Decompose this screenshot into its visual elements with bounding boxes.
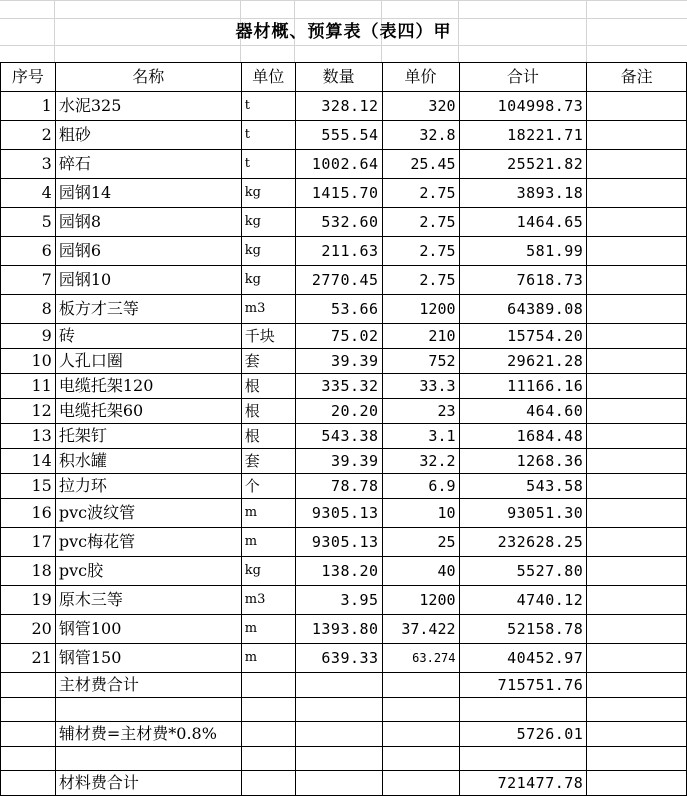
cell-quantity[interactable]: 3.95	[295, 586, 382, 615]
header-index[interactable]: 序号	[1, 63, 56, 92]
cell-remark[interactable]	[587, 499, 687, 528]
empty-cell[interactable]	[587, 673, 687, 698]
main-material-total-row-label[interactable]: 主材费合计	[55, 673, 241, 698]
cell-price[interactable]: 10	[382, 499, 459, 528]
cell-unit[interactable]: 套	[241, 349, 295, 374]
cell-index[interactable]: 7	[1, 266, 56, 295]
cell-quantity[interactable]: 1415.70	[295, 179, 382, 208]
empty-cell[interactable]	[382, 771, 459, 796]
cell-price[interactable]: 2.75	[382, 266, 459, 295]
cell-index[interactable]: 9	[1, 324, 56, 349]
cell-name[interactable]: 人孔口圈	[55, 349, 241, 374]
cell-name[interactable]: 电缆托架120	[55, 374, 241, 399]
cell-quantity[interactable]: 555.54	[295, 121, 382, 150]
cell-index[interactable]: 10	[1, 349, 56, 374]
cell-name[interactable]: 粗砂	[55, 121, 241, 150]
cell-remark[interactable]	[587, 528, 687, 557]
cell-name[interactable]: 钢管150	[55, 644, 241, 673]
cell-name[interactable]: 碎石	[55, 150, 241, 179]
cell-total[interactable]: 40452.97	[459, 644, 587, 673]
cell-unit[interactable]: 套	[241, 449, 295, 474]
cell-price[interactable]: 23	[382, 399, 459, 424]
empty-cell[interactable]	[382, 747, 459, 771]
empty-cell[interactable]	[382, 698, 459, 722]
cell-name[interactable]: 园钢8	[55, 208, 241, 237]
cell-index[interactable]: 13	[1, 424, 56, 449]
cell-quantity[interactable]: 543.38	[295, 424, 382, 449]
cell-index[interactable]: 4	[1, 179, 56, 208]
grand-total-row-label[interactable]: 材料费合计	[55, 771, 241, 796]
cell-unit[interactable]: m	[241, 615, 295, 644]
cell-total[interactable]: 7618.73	[459, 266, 587, 295]
cell-index[interactable]: 5	[1, 208, 56, 237]
empty-cell[interactable]	[1, 771, 56, 796]
cell-quantity[interactable]: 335.32	[295, 374, 382, 399]
cell-name[interactable]: 园钢6	[55, 237, 241, 266]
table-row	[1, 324, 687, 349]
cell-unit[interactable]: t	[241, 150, 295, 179]
cell-remark[interactable]	[587, 557, 687, 586]
cell-total[interactable]: 11166.16	[459, 374, 587, 399]
header-name[interactable]: 名称	[55, 63, 241, 92]
empty-cell[interactable]	[587, 722, 687, 747]
header-row	[1, 63, 687, 92]
cell-remark[interactable]	[587, 424, 687, 449]
cell-remark[interactable]	[587, 266, 687, 295]
cell-index[interactable]: 15	[1, 474, 56, 499]
cell-unit[interactable]: kg	[241, 266, 295, 295]
empty-cell[interactable]	[295, 673, 382, 698]
table-row	[1, 586, 687, 615]
empty-cell[interactable]	[295, 722, 382, 747]
table-row	[1, 557, 687, 586]
empty-cell[interactable]	[459, 698, 587, 722]
cell-remark[interactable]	[587, 615, 687, 644]
main-material-total-row	[1, 673, 687, 698]
blank-row	[1, 747, 687, 771]
aux-material-row-label[interactable]: 辅材费=主材费*0.8%	[55, 722, 241, 747]
cell-total[interactable]: 1268.36	[459, 449, 587, 474]
cell-unit[interactable]: m	[241, 644, 295, 673]
cell-quantity[interactable]: 78.78	[295, 474, 382, 499]
blank-row	[1, 698, 687, 722]
table-row	[1, 615, 687, 644]
empty-cell[interactable]	[587, 747, 687, 771]
cell-name[interactable]: 电缆托架60	[55, 399, 241, 424]
cell-index[interactable]: 12	[1, 399, 56, 424]
empty-cell[interactable]	[241, 722, 295, 747]
cell-price[interactable]: 63.274	[382, 644, 459, 673]
cell-unit[interactable]: kg	[241, 557, 295, 586]
cell-price[interactable]: 32.2	[382, 449, 459, 474]
empty-cell[interactable]	[1, 698, 56, 722]
header-remark[interactable]: 备注	[587, 63, 687, 92]
cell-remark[interactable]	[587, 92, 687, 121]
table-row	[1, 644, 687, 673]
cell-total[interactable]: 464.60	[459, 399, 587, 424]
header-price[interactable]: 单价	[382, 63, 459, 92]
cell-price[interactable]: 210	[382, 324, 459, 349]
table-row	[1, 499, 687, 528]
table-row	[1, 449, 687, 474]
cell-unit[interactable]: 个	[241, 474, 295, 499]
cell-index[interactable]: 16	[1, 499, 56, 528]
table-row	[1, 528, 687, 557]
budget-table	[0, 62, 687, 796]
cell-quantity[interactable]: 1002.64	[295, 150, 382, 179]
cell-price[interactable]: 32.8	[382, 121, 459, 150]
cell-name[interactable]: 园钢10	[55, 266, 241, 295]
cell-remark[interactable]	[587, 208, 687, 237]
table-row	[1, 474, 687, 499]
aux-material-row	[1, 722, 687, 747]
gridline	[0, 0, 687, 1]
cell-remark[interactable]	[587, 449, 687, 474]
table-row	[1, 121, 687, 150]
empty-cell[interactable]	[1, 747, 56, 771]
empty-cell[interactable]	[295, 698, 382, 722]
cell-index[interactable]: 11	[1, 374, 56, 399]
cell-total[interactable]: 543.58	[459, 474, 587, 499]
cell-quantity[interactable]: 328.12	[295, 92, 382, 121]
cell-price[interactable]: 752	[382, 349, 459, 374]
cell-total[interactable]: 1464.65	[459, 208, 587, 237]
cell-total[interactable]: 15754.20	[459, 324, 587, 349]
cell-name[interactable]: 板方才三等	[55, 295, 241, 324]
cell-name[interactable]: pvc胶	[55, 557, 241, 586]
cell-total[interactable]: 52158.78	[459, 615, 587, 644]
cell-remark[interactable]	[587, 237, 687, 266]
cell-total[interactable]: 3893.18	[459, 179, 587, 208]
cell-remark[interactable]	[587, 399, 687, 424]
table-row	[1, 179, 687, 208]
cell-quantity[interactable]: 639.33	[295, 644, 382, 673]
cell-price[interactable]: 2.75	[382, 208, 459, 237]
table-row	[1, 424, 687, 449]
cell-price[interactable]: 1200	[382, 295, 459, 324]
cell-unit[interactable]: m	[241, 528, 295, 557]
empty-cell[interactable]	[459, 747, 587, 771]
cell-remark[interactable]	[587, 150, 687, 179]
aux-material-row-value[interactable]: 5726.01	[459, 722, 587, 747]
cell-price[interactable]: 6.9	[382, 474, 459, 499]
cell-quantity[interactable]: 532.60	[295, 208, 382, 237]
cell-name[interactable]: 拉力环	[55, 474, 241, 499]
cell-quantity[interactable]: 9305.13	[295, 528, 382, 557]
cell-remark[interactable]	[587, 586, 687, 615]
cell-total[interactable]: 581.99	[459, 237, 587, 266]
cell-index[interactable]: 19	[1, 586, 56, 615]
empty-cell[interactable]	[382, 722, 459, 747]
header-unit[interactable]: 单位	[241, 63, 295, 92]
cell-remark[interactable]	[587, 121, 687, 150]
cell-unit[interactable]: m3	[241, 586, 295, 615]
cell-name[interactable]: 水泥325	[55, 92, 241, 121]
cell-price[interactable]: 40	[382, 557, 459, 586]
empty-cell[interactable]	[382, 673, 459, 698]
cell-name[interactable]: 钢管100	[55, 615, 241, 644]
main-material-total-row-value[interactable]: 715751.76	[459, 673, 587, 698]
cell-unit[interactable]: m3	[241, 295, 295, 324]
cell-index[interactable]: 17	[1, 528, 56, 557]
cell-total[interactable]: 232628.25	[459, 528, 587, 557]
cell-unit[interactable]: t	[241, 92, 295, 121]
cell-remark[interactable]	[587, 374, 687, 399]
cell-index[interactable]: 20	[1, 615, 56, 644]
cell-quantity[interactable]: 39.39	[295, 349, 382, 374]
cell-total[interactable]: 29621.28	[459, 349, 587, 374]
cell-index[interactable]: 2	[1, 121, 56, 150]
cell-unit[interactable]: 根	[241, 399, 295, 424]
header-quantity[interactable]: 数量	[295, 63, 382, 92]
table-row	[1, 237, 687, 266]
sheet-title: 器材概、预算表（表四）甲	[235, 22, 452, 42]
cell-remark[interactable]	[587, 295, 687, 324]
table-row	[1, 266, 687, 295]
cell-unit[interactable]: 根	[241, 374, 295, 399]
cell-unit[interactable]: 千块	[241, 324, 295, 349]
cell-name[interactable]: 砖	[55, 324, 241, 349]
cell-total[interactable]: 93051.30	[459, 499, 587, 528]
cell-quantity[interactable]: 75.02	[295, 324, 382, 349]
cell-price[interactable]: 3.1	[382, 424, 459, 449]
cell-name[interactable]: 托架钉	[55, 424, 241, 449]
cell-total[interactable]: 18221.71	[459, 121, 587, 150]
cell-price[interactable]: 25	[382, 528, 459, 557]
empty-cell[interactable]	[587, 771, 687, 796]
cell-total[interactable]: 25521.82	[459, 150, 587, 179]
empty-cell[interactable]	[295, 771, 382, 796]
cell-quantity[interactable]: 1393.80	[295, 615, 382, 644]
empty-cell[interactable]	[55, 747, 241, 771]
cell-name[interactable]: 原木三等	[55, 586, 241, 615]
cell-index[interactable]: 18	[1, 557, 56, 586]
cell-index[interactable]: 21	[1, 644, 56, 673]
cell-unit[interactable]: kg	[241, 208, 295, 237]
cell-price[interactable]: 2.75	[382, 237, 459, 266]
cell-remark[interactable]	[587, 644, 687, 673]
cell-remark[interactable]	[587, 474, 687, 499]
cell-unit[interactable]: m	[241, 499, 295, 528]
cell-remark[interactable]	[587, 349, 687, 374]
cell-price[interactable]: 33.3	[382, 374, 459, 399]
table-row	[1, 399, 687, 424]
empty-cell[interactable]	[587, 698, 687, 722]
table-row	[1, 374, 687, 399]
cell-index[interactable]: 6	[1, 237, 56, 266]
empty-cell[interactable]	[241, 698, 295, 722]
cell-total[interactable]: 4740.12	[459, 586, 587, 615]
grand-total-row-value[interactable]: 721477.78	[459, 771, 587, 796]
cell-total[interactable]: 104998.73	[459, 92, 587, 121]
cell-quantity[interactable]: 53.66	[295, 295, 382, 324]
cell-name[interactable]: pvc波纹管	[55, 499, 241, 528]
empty-cell[interactable]	[241, 771, 295, 796]
cell-unit[interactable]: 根	[241, 424, 295, 449]
cell-unit[interactable]: kg	[241, 237, 295, 266]
cell-price[interactable]: 1200	[382, 586, 459, 615]
cell-quantity[interactable]: 211.63	[295, 237, 382, 266]
cell-quantity[interactable]: 20.20	[295, 399, 382, 424]
empty-cell[interactable]	[241, 747, 295, 771]
empty-cell[interactable]	[55, 698, 241, 722]
cell-price[interactable]: 320	[382, 92, 459, 121]
cell-name[interactable]: 积水罐	[55, 449, 241, 474]
cell-name[interactable]: 园钢14	[55, 179, 241, 208]
cell-index[interactable]: 3	[1, 150, 56, 179]
table-row	[1, 295, 687, 324]
empty-cell[interactable]	[295, 747, 382, 771]
empty-cell[interactable]	[1, 722, 56, 747]
cell-total[interactable]: 64389.08	[459, 295, 587, 324]
cell-total[interactable]: 5527.80	[459, 557, 587, 586]
cell-index[interactable]: 8	[1, 295, 56, 324]
cell-unit[interactable]: t	[241, 121, 295, 150]
table-row	[1, 208, 687, 237]
table-row	[1, 349, 687, 374]
table-row	[1, 92, 687, 121]
cell-total[interactable]: 1684.48	[459, 424, 587, 449]
cell-remark[interactable]	[587, 179, 687, 208]
cell-unit[interactable]: kg	[241, 179, 295, 208]
empty-cell[interactable]	[1, 673, 56, 698]
cell-quantity[interactable]: 9305.13	[295, 499, 382, 528]
cell-index[interactable]: 1	[1, 92, 56, 121]
cell-name[interactable]: pvc梅花管	[55, 528, 241, 557]
grand-total-row	[1, 771, 687, 796]
header-total[interactable]: 合计	[459, 63, 587, 92]
cell-quantity[interactable]: 2770.45	[295, 266, 382, 295]
empty-cell[interactable]	[241, 673, 295, 698]
cell-index[interactable]: 14	[1, 449, 56, 474]
cell-quantity[interactable]: 138.20	[295, 557, 382, 586]
cell-price[interactable]: 25.45	[382, 150, 459, 179]
table-row	[1, 150, 687, 179]
cell-remark[interactable]	[587, 324, 687, 349]
cell-quantity[interactable]: 39.39	[295, 449, 382, 474]
cell-price[interactable]: 2.75	[382, 179, 459, 208]
table-body	[1, 92, 687, 796]
cell-price[interactable]: 37.422	[382, 615, 459, 644]
